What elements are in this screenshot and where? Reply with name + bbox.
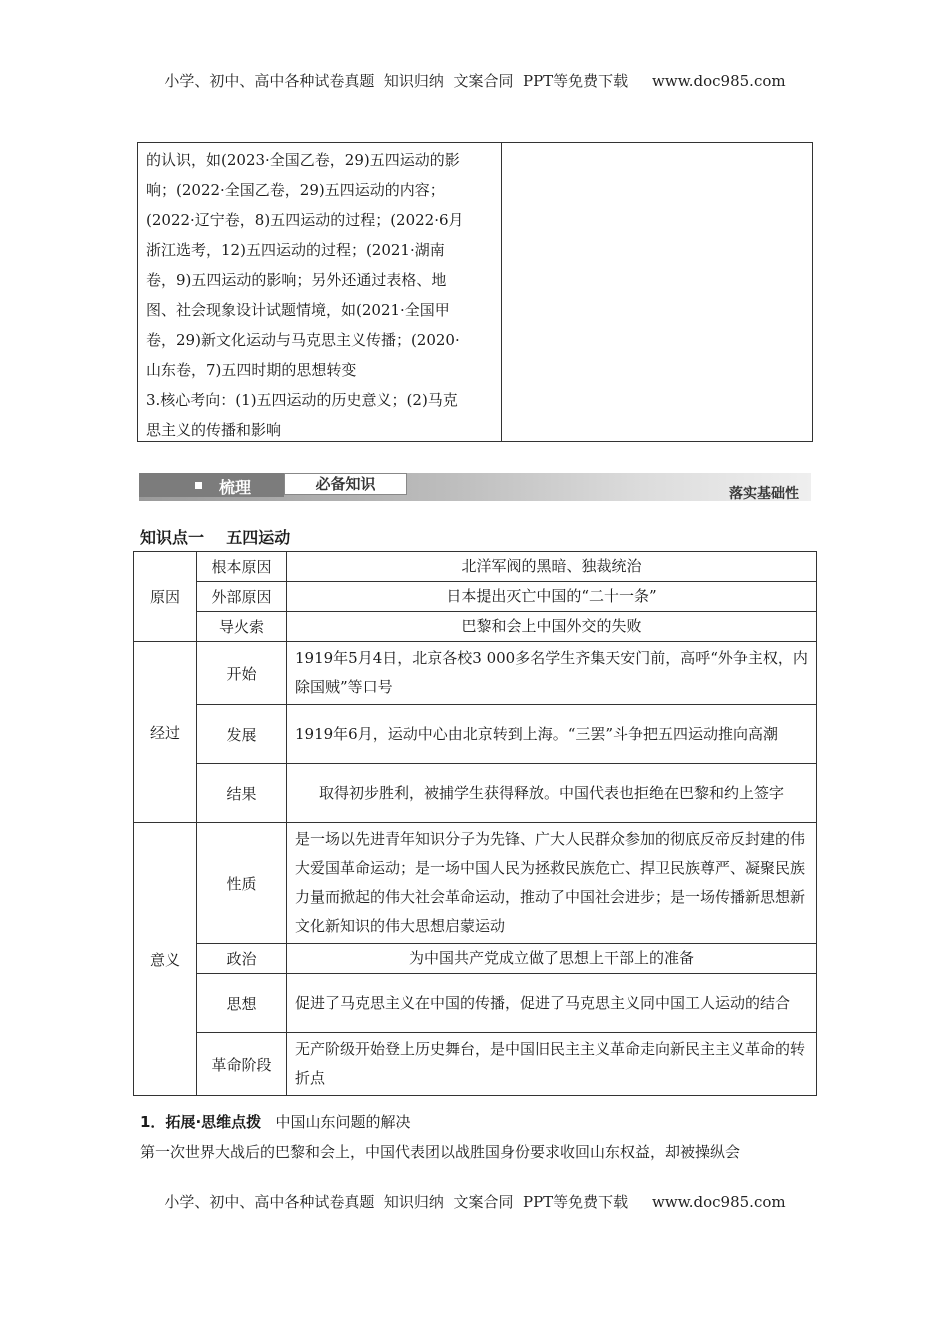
tip-text: 第一次世界大战后的巴黎和会上，中国代表团以战胜国身份要求收回山东权益，却被操纵会	[140, 1143, 741, 1161]
content-cell: 1919年5月4日，北京各校3 000多名学生齐集天安门前，高呼“外争主权，内除国贼”等口号	[287, 642, 817, 705]
page-header: 小学、初中、高中各种试卷真题 知识归纳 文案合同 PPT等免费下载 www.doc985.com	[164, 72, 786, 90]
table-row	[134, 552, 817, 582]
content-cell: 为中国共产党成立做了思想上干部上的准备	[287, 944, 817, 974]
text-line: (2022·辽宁卷，8)五四运动的过程；(2022·6月	[146, 211, 464, 229]
page-footer: 小学、初中、高中各种试卷真题 知识归纳 文案合同 PPT等免费下载 www.doc985.com	[164, 1193, 786, 1211]
content-cell: 北洋军阀的黑暗、独裁统治	[287, 552, 817, 582]
content-cell: 是一场以先进青年知识分子为先锋、广大人民群众参加的彻底反帝反封建的伟大爱国革命运动；是一场中国人民为拯救民族危亡、捍卫民族尊严、凝聚民族力量而掀起的伟大社会革命运动，推动了中国社会进步；是一场传播新思想新文化新知识的伟大思想启蒙运动	[287, 823, 817, 944]
table-row	[134, 705, 817, 764]
subcategory-cell: 发展	[197, 705, 287, 764]
content-cell: 1919年6月，运动中心由北京转到上海。“三罢”斗争把五四运动推向高潮	[287, 705, 817, 764]
subcategory-cell: 思想	[197, 974, 287, 1033]
text-line: 浙江选考，12)五四运动的过程；(2021·湖南	[146, 241, 445, 259]
tip-title: 中国山东问题的解决	[275, 1113, 411, 1131]
square-bullet-icon	[195, 482, 202, 489]
category-cell: 意义	[134, 823, 197, 1096]
banner-right-label: 落实基础性	[729, 486, 799, 502]
category-cell: 原因	[134, 552, 197, 642]
subcategory-cell: 外部原因	[197, 582, 287, 612]
exam-analysis-text	[138, 143, 502, 441]
tip-label: 拓展·思维点拨	[165, 1113, 262, 1131]
table-row	[134, 1033, 817, 1096]
subcategory-cell: 根本原因	[197, 552, 287, 582]
text-line: 卷，9)五四运动的影响；另外还通过表格、地	[146, 271, 447, 289]
text-line: 卷，29)新文化运动与马克思主义传播；(2020·	[146, 331, 460, 349]
banner-label-block	[139, 473, 284, 497]
table-row	[134, 974, 817, 1033]
text-line: 响；(2022·全国乙卷，29)五四运动的内容；	[146, 181, 445, 199]
banner-label-2: 必备知识	[284, 473, 407, 495]
content-cell: 巴黎和会上中国外交的失败	[287, 612, 817, 642]
knowledge-table	[133, 551, 817, 1096]
subcategory-cell: 政治	[197, 944, 287, 974]
table-row	[134, 764, 817, 823]
knowledge-point-title: 知识点一 五四运动	[140, 528, 291, 547]
table-row	[134, 642, 817, 705]
text-line: 图、社会现象设计试题情境，如(2021·全国甲	[146, 301, 450, 319]
exam-analysis-empty-cell	[502, 143, 812, 441]
subcategory-cell: 开始	[197, 642, 287, 705]
tip-number: 1．	[140, 1113, 166, 1131]
table-row	[134, 823, 817, 944]
text-line: 的认识，如(2023·全国乙卷，29)五四运动的影	[146, 151, 460, 169]
subcategory-cell: 革命阶段	[197, 1033, 287, 1096]
banner-label-1: 梳理	[219, 478, 252, 497]
table-row	[134, 944, 817, 974]
content-cell: 取得初步胜利，被捕学生获得释放。中国代表也拒绝在巴黎和约上签字	[287, 764, 817, 823]
subcategory-cell: 结果	[197, 764, 287, 823]
subcategory-cell: 性质	[197, 823, 287, 944]
content-cell: 日本提出灭亡中国的“二十一条”	[287, 582, 817, 612]
text-line: 思主义的传播和影响	[146, 421, 282, 439]
subcategory-cell: 导火索	[197, 612, 287, 642]
text-line: 山东卷，7)五四时期的思想转变	[146, 361, 357, 379]
tip-heading	[140, 1111, 410, 1132]
table-row	[134, 582, 817, 612]
section-banner	[139, 473, 811, 501]
table-row	[134, 612, 817, 642]
category-cell: 经过	[134, 642, 197, 823]
exam-analysis-table	[137, 142, 813, 442]
text-line: 3.核心考向：(1)五四运动的历史意义；(2)马克	[146, 391, 458, 409]
content-cell: 促进了马克思主义在中国的传播，促进了马克思主义同中国工人运动的结合	[287, 974, 817, 1033]
content-cell: 无产阶级开始登上历史舞台，是中国旧民主主义革命走向新民主主义革命的转折点	[287, 1033, 817, 1096]
